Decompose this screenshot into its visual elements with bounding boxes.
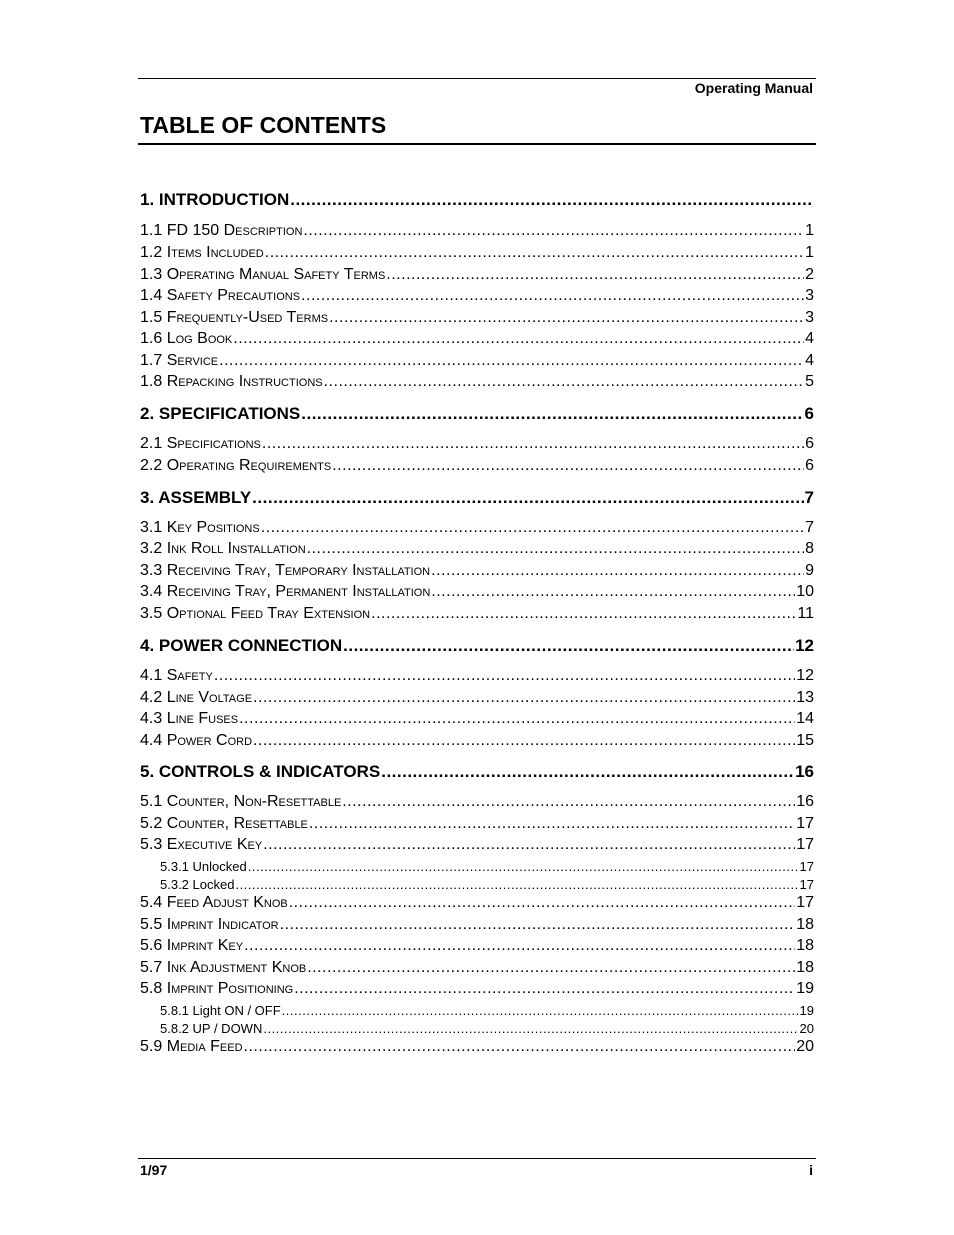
toc-dot-leader <box>343 636 794 656</box>
toc-dot-leader <box>303 222 804 240</box>
toc-dot-leader <box>289 894 795 912</box>
toc-entry-page: 17 <box>799 877 814 892</box>
toc-entry-page: 20 <box>796 1038 814 1055</box>
toc-entry[interactable] <box>140 689 814 707</box>
toc-entry-label: 5.8.2 UP / DOWN <box>160 1021 263 1036</box>
toc-dot-leader <box>219 352 804 370</box>
toc-entry-page: 16 <box>796 793 814 810</box>
toc-dot-leader <box>262 435 804 453</box>
toc-dot-leader <box>307 540 804 558</box>
toc-dot-leader <box>261 519 804 537</box>
toc-dot-leader <box>294 980 795 998</box>
toc-entry-label: 1.5 Frequently-Used Terms <box>140 309 329 326</box>
running-header: Operating Manual <box>694 80 813 96</box>
toc-entry[interactable] <box>140 519 814 537</box>
toc-dot-leader <box>301 287 804 305</box>
toc-dot-leader <box>280 916 796 934</box>
toc-dot-leader <box>265 244 804 262</box>
toc-entry-label: 2.1 Specifications <box>140 435 261 452</box>
toc-entry[interactable] <box>140 583 814 601</box>
toc-entry-label: 5.9 Media Feed <box>140 1038 243 1055</box>
toc-dot-leader <box>371 605 796 623</box>
toc-dot-leader <box>329 309 804 327</box>
toc-entry-page: 18 <box>796 916 814 933</box>
toc-entry-page: 2 <box>805 266 814 283</box>
toc-dot-leader <box>263 1021 798 1036</box>
toc-entry[interactable] <box>140 877 814 892</box>
footer-rule <box>138 1158 816 1159</box>
toc-entry-page: 13 <box>796 689 814 706</box>
toc-dot-leader <box>342 793 795 811</box>
toc-entry-label: 5.7 Ink Adjustment Knob <box>140 959 307 976</box>
toc-entry[interactable] <box>140 667 814 685</box>
toc-entry-label: 1. INTRODUCTION <box>140 190 290 209</box>
toc-entry[interactable] <box>140 435 814 453</box>
toc-entry-label: 3.3 Receiving Tray, Temporary Installation <box>140 562 431 579</box>
toc-dot-leader <box>307 959 795 977</box>
toc-entry[interactable] <box>140 859 814 874</box>
toc-entry[interactable] <box>140 540 814 558</box>
toc-entry-label: 5. CONTROLS & INDICATORS <box>140 762 381 781</box>
toc-entry-label: 1.6 Log Book <box>140 330 233 347</box>
toc-entry-label: 5.6 Imprint Key <box>140 937 244 954</box>
toc-dot-leader <box>244 1038 796 1056</box>
footer-date: 1/97 <box>140 1162 168 1178</box>
toc-dot-leader <box>263 836 795 854</box>
toc-entry-page: 17 <box>799 859 814 874</box>
toc-entry-label: 5.3.2 Locked <box>160 877 235 892</box>
toc-dot-leader <box>253 689 795 707</box>
toc-entry-page: 6 <box>804 404 814 423</box>
toc-entry[interactable] <box>140 937 814 955</box>
toc-entry-page: 7 <box>804 488 814 507</box>
toc-entry-label: 5.3.1 Unlocked <box>160 859 247 874</box>
toc-entry[interactable] <box>140 732 814 750</box>
toc-entry-label: 1.8 Repacking Instructions <box>140 373 323 390</box>
toc-entry-page: 1 <box>805 244 814 261</box>
toc-entry[interactable] <box>140 244 814 262</box>
toc-entry-label: 3.2 Ink Roll Installation <box>140 540 306 557</box>
toc-entry[interactable] <box>140 190 814 210</box>
toc-entry-page: 19 <box>799 1003 814 1018</box>
toc-entry-page: 5 <box>805 373 814 390</box>
toc-entry-page: 15 <box>796 732 814 749</box>
toc-entry[interactable] <box>140 373 814 391</box>
toc-entry-page: 11 <box>797 605 814 622</box>
toc-dot-leader <box>290 190 813 210</box>
toc-entry-label: 4.1 Safety <box>140 667 213 684</box>
toc-dot-leader <box>431 583 795 601</box>
toc-entry-page: 8 <box>805 540 814 557</box>
toc-entry[interactable] <box>140 488 814 508</box>
toc-entry-label: 5.5 Imprint Indicator <box>140 916 279 933</box>
toc-dot-leader <box>324 373 804 391</box>
toc-entry[interactable] <box>140 562 814 580</box>
toc-entry-label: 1.7 Service <box>140 352 219 369</box>
toc-entry-page: 19 <box>796 980 814 997</box>
page-title: TABLE OF CONTENTS <box>140 112 387 138</box>
toc-entry-page: 4 <box>805 352 814 369</box>
toc-dot-leader <box>244 937 795 955</box>
toc-entry[interactable] <box>140 793 814 811</box>
toc-entry-label: 1.4 Safety Precautions <box>140 287 301 304</box>
toc-entry[interactable] <box>140 222 814 240</box>
toc-entry-page: 3 <box>805 309 814 326</box>
toc-entry[interactable] <box>140 959 814 977</box>
toc-entry[interactable] <box>140 894 814 912</box>
toc-entry[interactable] <box>140 1003 814 1018</box>
toc-dot-leader <box>301 404 803 424</box>
toc-entry-label: 5.1 Counter, Non-Resettable <box>140 793 342 810</box>
toc-entry[interactable] <box>140 1038 814 1056</box>
toc-entry[interactable] <box>140 762 814 782</box>
toc-dot-leader <box>386 266 804 284</box>
toc-entry[interactable] <box>140 287 814 305</box>
toc-entry[interactable] <box>140 916 814 934</box>
toc-entry-label: 3.5 Optional Feed Tray Extension <box>140 605 371 622</box>
toc-entry-label: 1.2 Items Included <box>140 244 264 261</box>
toc-entry-page: 17 <box>796 836 814 853</box>
toc-dot-leader <box>239 710 795 728</box>
toc-entry[interactable] <box>140 352 814 370</box>
toc-entry-page: 1 <box>805 222 814 239</box>
toc-entry-label: 1.1 FD 150 Description <box>140 222 303 239</box>
toc-entry[interactable] <box>140 330 814 348</box>
toc-entry-page: 18 <box>796 959 814 976</box>
toc-entry-label: 4. POWER CONNECTION <box>140 636 343 655</box>
toc-entry-page: 14 <box>796 710 814 727</box>
toc-entry[interactable] <box>140 710 814 728</box>
toc-entry-label: 2.2 Operating Requirements <box>140 457 332 474</box>
toc-entry-page: 10 <box>796 583 814 600</box>
toc-entry[interactable] <box>140 815 814 833</box>
toc-entry-page: 9 <box>805 562 814 579</box>
toc-entry[interactable] <box>140 980 814 998</box>
toc-entry-page: 3 <box>805 287 814 304</box>
toc-dot-leader <box>248 859 799 874</box>
toc-entry-page: 17 <box>796 815 814 832</box>
toc-entry-page: 20 <box>799 1021 814 1036</box>
toc-entry[interactable] <box>140 266 814 284</box>
toc-entry-label: 2. SPECIFICATIONS <box>140 404 301 423</box>
toc-dot-leader <box>253 732 795 750</box>
footer-page-number: i <box>809 1162 813 1178</box>
toc-entry-label: 5.8 Imprint Positioning <box>140 980 294 997</box>
toc-entry-label: 3.1 Key Positions <box>140 519 260 536</box>
toc-entry-label: 3.4 Receiving Tray, Permanent Installation <box>140 583 431 600</box>
toc-entry-label: 1.3 Operating Manual Safety Terms <box>140 266 386 283</box>
toc-entry[interactable] <box>140 636 814 656</box>
toc-dot-leader <box>332 457 804 475</box>
header-rule <box>138 78 816 79</box>
toc-entry-page: 16 <box>795 762 814 781</box>
toc-entry-label: 4.3 Line Fuses <box>140 710 239 727</box>
title-rule <box>138 143 816 145</box>
toc-dot-leader <box>309 815 795 833</box>
toc-entry-page: 17 <box>796 894 814 911</box>
toc-entry[interactable] <box>140 457 814 475</box>
toc-entry-label: 5.2 Counter, Resettable <box>140 815 308 832</box>
toc-dot-leader <box>252 488 803 508</box>
toc-entry-label: 4.2 Line Voltage <box>140 689 253 706</box>
toc-entry-label: 5.4 Feed Adjust Knob <box>140 894 288 911</box>
toc-entry[interactable] <box>140 605 814 623</box>
toc-entry[interactable] <box>140 404 814 424</box>
toc-dot-leader <box>282 1003 799 1018</box>
toc-entry-page: 18 <box>796 937 814 954</box>
toc-entry-label: 4.4 Power Cord <box>140 732 253 749</box>
toc-entry-label: 3. ASSEMBLY <box>140 488 252 507</box>
toc-entry-page: 12 <box>795 636 814 655</box>
toc-entry-page: 12 <box>796 667 814 684</box>
toc-entry-page: 6 <box>805 457 814 474</box>
toc-dot-leader <box>381 762 794 782</box>
toc-entry-page: 7 <box>805 519 814 536</box>
toc-dot-leader <box>214 667 795 685</box>
toc-entry[interactable] <box>140 1021 814 1036</box>
toc-entry-page: 4 <box>805 330 814 347</box>
toc-dot-leader <box>235 877 798 892</box>
toc-dot-leader <box>431 562 804 580</box>
toc-entry-label: 5.8.1 Light ON / OFF <box>160 1003 281 1018</box>
toc-entry-label: 5.3 Executive Key <box>140 836 263 853</box>
toc-entry-page: 6 <box>805 435 814 452</box>
toc-entry[interactable] <box>140 836 814 854</box>
toc-entry[interactable] <box>140 309 814 327</box>
toc-dot-leader <box>233 330 804 348</box>
